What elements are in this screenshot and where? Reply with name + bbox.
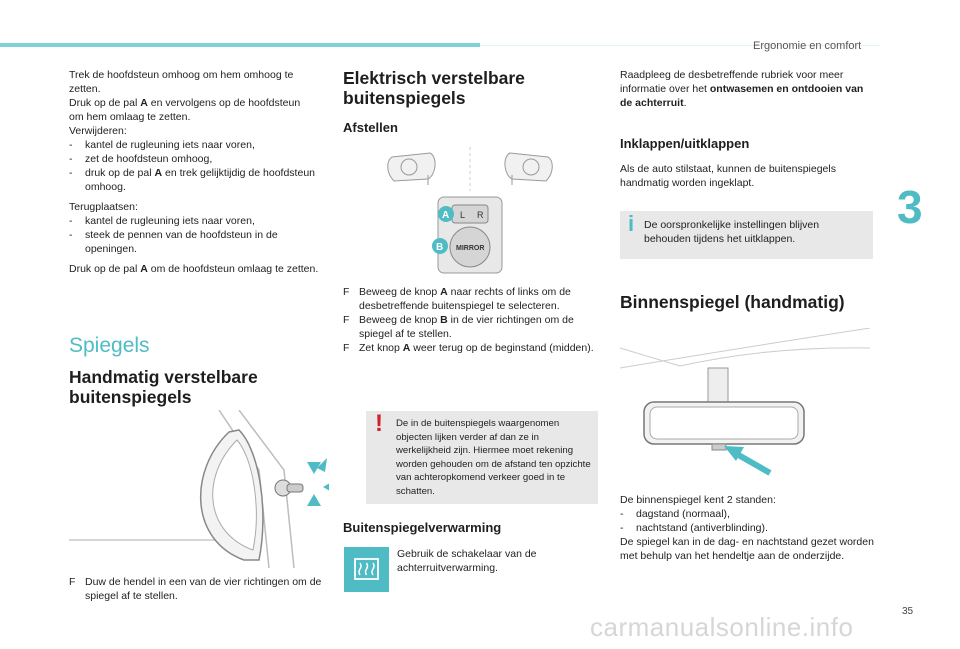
info-box: i De oorspronkelijke instellingen blijven behouden tijdens het uitklappen. <box>620 211 873 259</box>
control-label-l: L <box>460 210 466 220</box>
warning-box: ! De in de buitenspiegels waargenomen objecten lijken verder af dan ze in werkelijkheid zijn. Hiermee moet rekening worden gehouden om de afstand ten opzichte van achteropkomend verkeer goed in te schatten. <box>366 411 598 504</box>
paragraph-refer: Raadpleeg de desbetreffende rubriek voor meer informatie over het ontwasemen en ontdooien van de achterruit. <box>620 69 864 109</box>
rear-defrost-icon <box>344 547 389 592</box>
manual-mirror-caption: F Duw de hendel in een van de vier richtingen om de spiegel af te stellen. <box>69 576 322 602</box>
control-label-mirror: MIRROR <box>456 245 485 252</box>
list-item: - druk op de pal A en trek gelijktijdig de hoofdsteun omhoog. <box>69 167 315 193</box>
column-left <box>69 68 324 282</box>
control-label-r: R <box>477 210 484 220</box>
heading-adjust: Afstellen <box>343 120 398 135</box>
interior-mirror-illustration <box>620 328 875 483</box>
manual-mirror-illustration <box>69 410 329 568</box>
watermark: carmanualsonline.info <box>590 612 854 642</box>
column-middle <box>343 68 601 146</box>
header-accent-bar <box>0 43 480 47</box>
list-item: F Beweeg de knop B in de vier richtingen om de spiegel af te stellen. <box>343 314 574 340</box>
section-title: Ergonomie en comfort <box>753 40 862 52</box>
arrow-icon <box>307 458 329 506</box>
mirror-control-illustration <box>380 147 560 277</box>
column-right <box>620 68 875 196</box>
heating-text: Gebruik de schakelaar van de achterruitverwarming. <box>397 548 537 574</box>
page-number: 35 <box>902 606 914 617</box>
paragraph-replace <box>69 200 324 256</box>
list-item: - kantel de rugleuning iets naar voren, <box>69 139 255 151</box>
heading-mirror-heating: Buitenspiegelverwarming <box>343 520 502 535</box>
heading-fold: Inklappen/uitklappen <box>620 136 750 151</box>
list-item: - dagstand (normaal), <box>620 508 730 520</box>
adjust-steps <box>343 285 601 355</box>
remove-title: Verwijderen: <box>69 125 127 137</box>
info-icon: i <box>628 211 635 236</box>
arrow-icon <box>724 446 770 473</box>
list-item: - nachtstand (antiverblinding). <box>620 522 768 534</box>
knob-a-label: A <box>442 210 450 221</box>
interior-mirror-text: De binnenspiegel kent 2 standen: - dagstand (normaal), - nachtstand (antiverblinding). De spiegel kan in de dag- en nachtstand gezet worden met behulp van het hendeltje aan de onderzijde. <box>620 494 874 562</box>
section-heading-spiegels: Spiegels <box>69 334 150 357</box>
list-item: - steek de pennen van de hoofdsteun in de openingen. <box>69 229 278 255</box>
heading-electric-mirrors: Elektrisch verstelbare buitenspiegels <box>343 68 525 108</box>
heading-manual-mirrors: Handmatig verstelbare buitenspiegels <box>69 367 258 407</box>
warning-icon: ! <box>375 410 383 437</box>
paragraph-fold: Als de auto stilstaat, kunnen de buitenspiegels handmatig worden ingeklapt. <box>620 163 836 189</box>
replace-title: Terugplaatsen: <box>69 201 138 213</box>
list-item: - zet de hoofdsteun omhoog, <box>69 153 213 165</box>
knob-b-label: B <box>436 242 444 253</box>
list-item: F Zet knop A weer terug op de beginstand (midden). <box>343 342 594 354</box>
list-item: - kantel de rugleuning iets naar voren, <box>69 215 255 227</box>
chapter-number: 3 <box>897 181 923 233</box>
heading-interior-mirror: Binnenspiegel (handmatig) <box>620 292 845 312</box>
paragraph-raise: Trek de hoofdsteun omhoog om hem omhoog te zetten. Druk op de pal A en vervolgens op de hoofdsteun om hem omlaag te zetten. Verwijderen: - kantel de rugleuning iets naar voren, - zet de hoofdsteun omhoog, - druk op de pal A en trek gelijktijdig de hoofdsteun omhoog. <box>69 68 324 194</box>
paragraph-lower: Druk op de pal A om de hoofdsteun omlaag te zetten. <box>69 263 319 275</box>
right-mirror-icon <box>505 153 552 185</box>
list-item: F Beweeg de knop A naar rechts of links om de desbetreffende buitenspiegel te selecteren. <box>343 286 571 312</box>
left-mirror-icon <box>388 153 435 185</box>
